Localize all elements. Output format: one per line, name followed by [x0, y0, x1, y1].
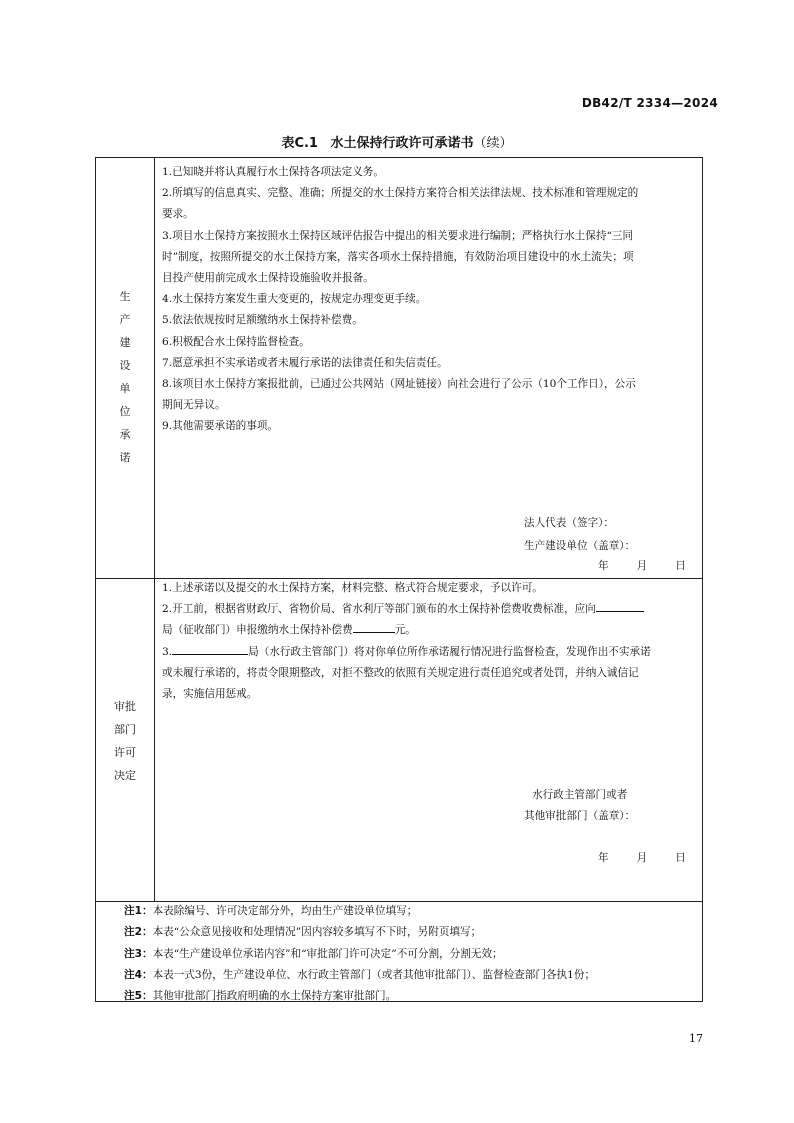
legal-rep-signature: 法人代表（签字）： — [524, 517, 615, 529]
note-row: 注1：本表除编号、许可决定部分外，均由生产建设单位填写； — [124, 905, 418, 917]
note-row: 注3：本表“生产建设单位承诺内容”和“审批部门许可决定”不可分割，分割无效； — [124, 947, 503, 960]
water-admin-dept: 水行政主管部门或者 — [532, 789, 628, 801]
commitment-line: 目投产使用前完成水土保持设施验收并报备。 — [162, 272, 374, 285]
commitment-line: 时”制度，按照所提交的水土保持方案，落实各项水土保持措施，有效防治项目建设中的水土流失；项 — [162, 250, 634, 263]
decision-line: 2.开工前，根据省财政厅、省物价局、省水利厅等部门颁布的水土保持补偿费收费标准，应向 — [162, 599, 696, 620]
commitment-line: 期间无异议。 — [162, 399, 226, 412]
department-blank[interactable] — [596, 599, 644, 612]
table-title-text: 水土保持行政许可承诺书 — [330, 136, 474, 151]
section2-decision — [162, 578, 696, 705]
section1-label: 生 产 建 设 单 位 承 诺 — [119, 290, 131, 464]
authority-blank[interactable] — [172, 642, 248, 655]
note-row: 注5：其他审批部门指政府明确的水土保持方案审批部门。 — [124, 990, 397, 1003]
table-number: 表C.1 — [281, 136, 318, 151]
commitment-line: 要求。 — [162, 208, 194, 221]
note-row: 注2：本表“公众意见接收和处理情况”因内容较多填写不下时，另附页填写； — [124, 926, 482, 939]
decision-line: 1.上述承诺以及提交的水土保持方案，材料完整、格式符合规定要求，予以许可。 — [162, 582, 543, 594]
column-divider — [154, 578, 155, 901]
section2-date: 年 月 日 — [598, 852, 686, 864]
section1-date: 年 月 日 — [598, 560, 686, 572]
commitment-line: 9.其他需要承诺的事项。 — [162, 420, 279, 433]
commitment-line: 6.积极配合水土保持监督检查。 — [162, 335, 310, 348]
table-title — [0, 132, 794, 151]
commitment-table — [95, 157, 703, 1002]
decision-line: 3. 局（水行政主管部门）将对你单位所作承诺履行情况进行监督检查，发现作出不实承诺 — [162, 642, 696, 663]
commitment-line: 5.依法依规按时足额缴纳水土保持补偿费。 — [162, 314, 363, 327]
commitment-line: 1.已知晓并将认真履行水土保持各项法定义务。 — [162, 166, 384, 178]
section1-commitments — [162, 162, 696, 438]
decision-line: 录，实施信用惩戒。 — [162, 688, 258, 701]
column-divider — [154, 158, 155, 578]
commitment-line: 3.项目水土保持方案按照水土保持区域评估报告中提出的相关要求进行编制；严格执行水土保持“三同 — [162, 229, 634, 242]
amount-blank[interactable] — [353, 620, 395, 633]
decision-line: 局（征收部门）申报缴纳水土保持补偿费 元。 — [162, 620, 696, 641]
standard-code: DB42/T 2334—2024 — [581, 96, 718, 110]
decision-line: 或未履行承诺的，将责令限期整改，对拒不整改的依照有关规定进行责任追究或者处罚，并纳入诚信记 — [162, 666, 639, 679]
table-notes — [96, 901, 702, 1007]
commitment-line: 2.所填写的信息真实、完整、准确；所提交的水土保持方案符合相关法律法规、技术标准和管理规定的 — [162, 187, 639, 200]
commitment-line: 8.该项目水土保持方案报批前，已通过公共网站（网址链接）向社会进行了公示（10个工作日），公示 — [162, 378, 636, 391]
approval-dept-seal: 其他审批部门（盖章）： — [524, 810, 636, 822]
commitment-line: 7.愿意承担不实承诺或者未履行承诺的法律责任和失信责任。 — [162, 356, 448, 369]
note-row: 注4：本表一式3份，生产建设单位、水行政主管部门（或者其他审批部门）、监督检查部门各执1份； — [124, 968, 596, 981]
unit-seal: 生产建设单位（盖章）： — [524, 540, 636, 552]
table-continued: （续） — [473, 136, 513, 151]
commitment-line: 4.水土保持方案发生重大变更的，按规定办理变更手续。 — [162, 293, 427, 306]
page-number: 17 — [689, 1032, 703, 1045]
section2-label: 审批 部门 许可 决定 — [114, 700, 136, 782]
